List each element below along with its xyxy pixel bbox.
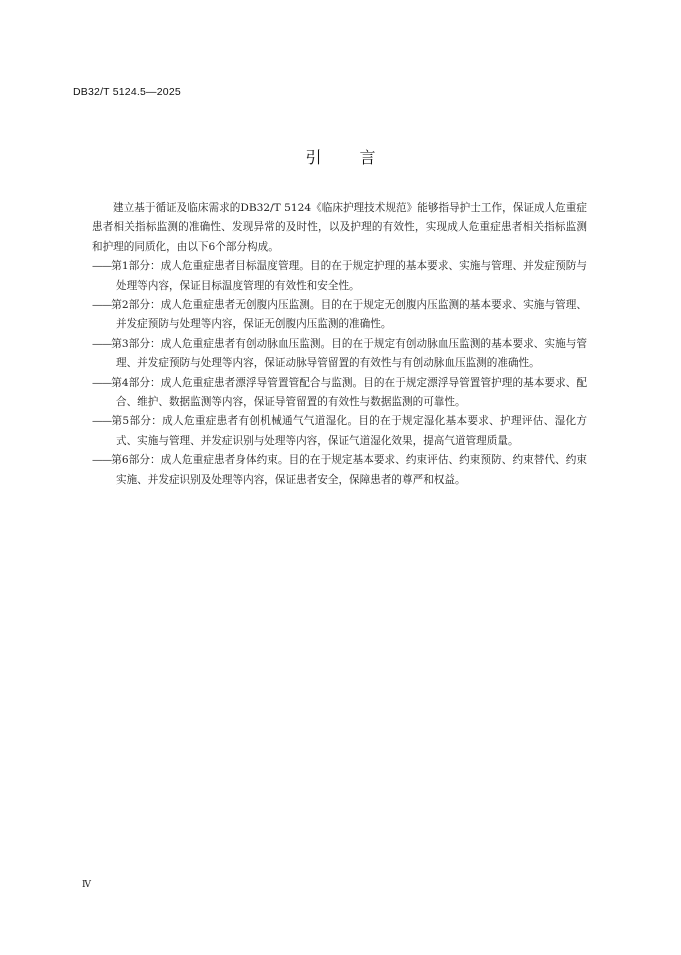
list-dash: —— (92, 415, 112, 428)
list-dash: —— (92, 299, 112, 312)
list-item-part-2 (92, 296, 587, 335)
introduction-body (92, 199, 587, 490)
list-item-part-6 (92, 451, 587, 490)
list-item-part-3 (92, 335, 587, 374)
document-identifier: DB32/T 5124.5—2025 (73, 86, 181, 98)
page-title: 引言 (305, 148, 414, 167)
list-dash: —— (92, 337, 112, 350)
list-dash: —— (92, 260, 112, 273)
list-item-text: 第3部分：成人危重症患者有创动脉血压监测。目的在于规定有创动脉血压监测的基本要求、实施与管理、并发症预防与处理等内容，保证动脉导管留置的有效性与有创动脉血压监测的准确性。 (111, 337, 587, 370)
list-item-text: 第1部分：成人危重症患者目标温度管理。目的在于规定护理的基本要求、实施与管理、并发症预防与处理等内容，保证目标温度管理的有效性和安全性。 (111, 260, 587, 292)
list-item-text: 第4部分：成人危重症患者漂浮导管置管配合与监测。目的在于规定漂浮导管置管护理的基本要求、配合、维护、数据监测等内容，保证导管留置的有效性与数据监测的可靠性。 (111, 376, 587, 409)
list-item-part-5 (92, 412, 587, 451)
page-number: Ⅳ (82, 880, 91, 890)
list-item-text: 第6部分：成人危重症患者身体约束。目的在于规定基本要求、约束评估、约束预防、约束替代、约束实施、并发症识别及处理等内容，保证患者安全，保障患者的尊严和权益。 (111, 454, 587, 486)
list-item-part-4 (92, 374, 587, 413)
list-item-text: 第2部分：成人危重症患者无创腹内压监测。目的在于规定无创腹内压监测的基本要求、实施与管理、并发症预防与处理等内容，保证无创腹内压监测的准确性。 (111, 299, 587, 331)
list-item-part-1 (92, 257, 587, 296)
list-dash: —— (92, 454, 112, 467)
intro-paragraph: 建立基于循证及临床需求的DB32/T 5124《临床护理技术规范》能够指导护士工作，保证成人危重症患者相关指标监测的准确性、发现异常的及时性，以及护理的有效性，实现成人危重症患者相关指标监测和护理的同质化，由以下6个部分构成。 (92, 202, 587, 253)
list-dash: —— (92, 376, 112, 389)
list-item-text: 第5部分：成人危重症患者有创机械通气气道湿化。目的在于规定湿化基本要求、护理评估、湿化方式、实施与管理、并发症识别与处理等内容，保证气道湿化效果，提高气道管理质量。 (111, 415, 587, 447)
